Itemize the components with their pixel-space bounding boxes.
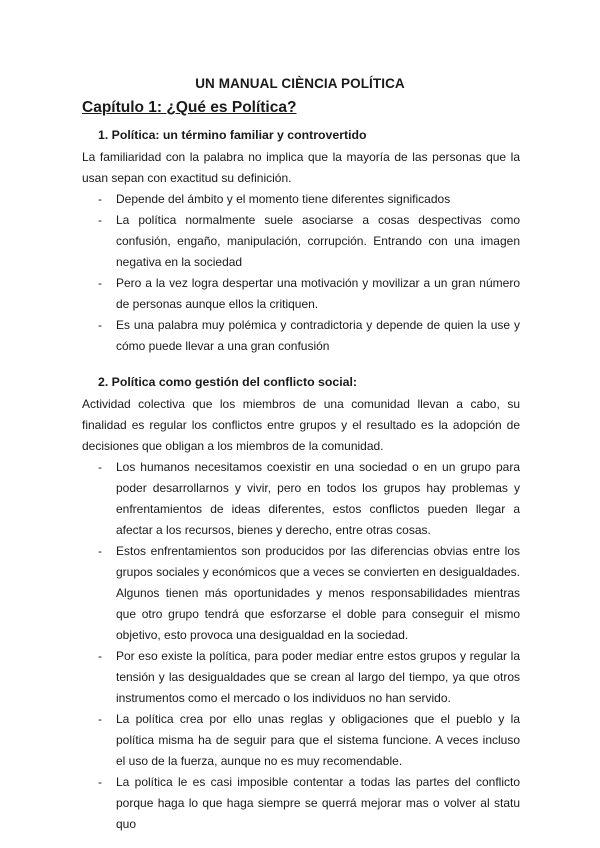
section-2-intro: Actividad colectiva que los miembros de una comunidad llevan a cabo, su finalidad es regular los conflictos entre grupos y el resultado es la adopción de decisiones que obligan a los miembros de la comunidad. [82, 397, 520, 453]
list-item: - Por eso existe la política, para poder mediar entre estos grupos y regular la tensión y las desigualdades que se crean al largo del tiempo, ya que otros instrumentos como el mercado o los individuos no han servido. [98, 646, 520, 709]
section-2-bullet-list [98, 457, 520, 835]
section-1-heading: 1. Política: un término familiar y controvertido [98, 128, 367, 142]
chapter-heading: Capítulo 1: ¿Qué es Política? [82, 99, 297, 116]
document-title: UN MANUAL CIÈNCIA POLÍTICA [195, 76, 405, 91]
list-item: - Depende del ámbito y el momento tiene diferentes significados [98, 189, 520, 210]
list-item: - Los humanos necesitamos coexistir en una sociedad o en un grupo para poder desarrollarnos y vivir, pero en todos los grupos hay problemas y enfrentamientos de ideas diferentes, estos conflictos pueden llegar a afectar a los recursos, bienes y derecho, entre otras cosas. [98, 457, 520, 541]
list-item: - La política le es casi imposible contentar a todas las partes del conflicto porque haga lo que haga siempre se querrá mejorar mas o volver al statu quo [98, 772, 520, 835]
list-item: - La política normalmente suele asociarse a cosas despectivas como confusión, engaño, manipulación, corrupción. Entrando con una imagen negativa en la sociedad [98, 210, 520, 273]
section-1-intro: La familiaridad con la palabra no implica que la mayoría de las personas que la usan sepan con exactitud su definición. [82, 150, 520, 185]
list-item: - La política crea por ello unas reglas y obligaciones que el pueblo y la política misma ha de seguir para que el sistema funcione. A veces incluso el uso de la fuerza, aunque no es muy recomendable. [98, 709, 520, 772]
list-item: - Pero a la vez logra despertar una motivación y movilizar a un gran número de personas aunque ellos la critiquen. [98, 273, 520, 315]
section-2-heading: 2. Política como gestión del conflicto social: [98, 375, 357, 389]
section-1-bullet-list [98, 189, 520, 357]
list-item: - Estos enfrentamientos son producidos por las diferencias obvias entre los grupos sociales y económicos que a veces se convierten en desigualdades. Algunos tienen más oportunidades y menos responsabilidades mientras que otro grupo tendrá que esforzarse el doble para conseguir el mismo objetivo, esto provoca una desigualdad en la sociedad. [98, 541, 520, 646]
list-item: - Es una palabra muy polémica y contradictoria y depende de quien la use y cómo puede llevar a una gran confusión [98, 315, 520, 357]
